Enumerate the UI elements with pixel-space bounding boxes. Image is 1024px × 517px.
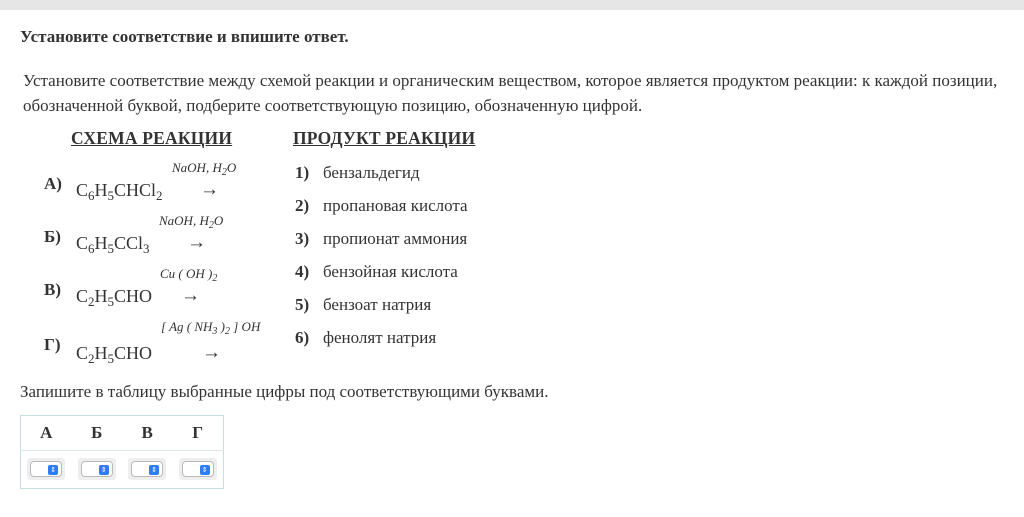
task-heading: Установите соответствие и впишите ответ.: [20, 27, 349, 46]
select-box: [30, 461, 62, 477]
stepper-updown-icon: ⇕: [200, 465, 210, 475]
column-header-product: ПРОДУКТ РЕАКЦИИ: [293, 128, 476, 148]
reaction-formula-b: $C_6H_5CCl_3$: [76, 233, 150, 256]
answer-select-g[interactable]: [179, 458, 217, 480]
answer-select-row: [21, 451, 224, 489]
stepper-updown-icon: ⇕: [149, 465, 159, 475]
answer-cell-b: [72, 451, 122, 489]
answer-header-v: В: [141, 423, 153, 442]
reaction-arrow-v: →: [181, 285, 200, 306]
product-text: фенолят натрия: [323, 328, 437, 347]
product-number: 1): [295, 163, 310, 182]
reaction-letter-b: Б): [44, 227, 61, 246]
answer-header-a: А: [40, 423, 53, 442]
answer-cell-v: [122, 451, 172, 489]
product-number: 3): [295, 229, 310, 248]
answer-select-a[interactable]: [27, 458, 65, 480]
product-text: бензойная кислота: [323, 262, 458, 281]
answer-header-b: Б: [91, 423, 103, 442]
question-text: Установите соответствие между схемой реакции и органическим веществом, которое является продуктом реакции: к каждой позиции, обозначенной буквой, подберите соответствующую позицию, обозначенную цифрой.: [23, 71, 998, 115]
answer-header-g: Г: [192, 423, 204, 442]
product-text: бензальдегид: [323, 163, 420, 182]
answer-select-b[interactable]: [78, 458, 116, 480]
reaction-formula-a: $C_6H_5CHCl_2$: [76, 180, 163, 203]
product-number: 6): [295, 328, 310, 347]
column-header-scheme: СХЕМА РЕАКЦИИ: [71, 128, 233, 148]
stepper-updown-icon: ⇕: [99, 465, 109, 475]
answer-header-row: [21, 416, 224, 451]
product-text: пропановая кислота: [323, 196, 468, 215]
reaction-arrow-b: →: [187, 232, 206, 253]
product-text: бензоат натрия: [323, 295, 432, 314]
instruction-text: Запишите в таблицу выбранные цифры под соответствующими буквами.: [20, 382, 549, 401]
reaction-condition-v: Cu ( OH )$_2$: [160, 266, 218, 284]
answer-cell-g: [172, 451, 223, 489]
product-number: 5): [295, 295, 310, 314]
reaction-letter-v: В): [44, 280, 61, 299]
product-number: 2): [295, 196, 310, 215]
stepper-updown-icon: ⇕: [48, 465, 58, 475]
reaction-letter-g: Г): [44, 335, 61, 354]
reaction-formula-v: $C_2H_5CHO$: [76, 286, 153, 309]
top-bar: [0, 0, 1024, 10]
reaction-letter-a: А): [44, 174, 62, 193]
reaction-formula-g: $C_2H_5CHO$: [76, 343, 153, 366]
reaction-arrow-g: →: [202, 342, 221, 363]
reaction-condition-a: NaOH, $H_2O$: [172, 160, 237, 178]
answer-table: [20, 415, 224, 489]
reaction-condition-g: [ Ag ( $NH_3$ )$_2$ ] OH: [161, 319, 261, 337]
select-box: [81, 461, 113, 477]
select-box: [182, 461, 214, 477]
reaction-arrow-a: →: [200, 179, 219, 200]
reaction-condition-b: NaOH, $H_2O$: [159, 213, 224, 231]
answer-select-v[interactable]: [128, 458, 166, 480]
answer-cell-a: [21, 451, 72, 489]
product-number: 4): [295, 262, 310, 281]
select-box: [131, 461, 163, 477]
product-text: пропионат аммония: [323, 229, 468, 248]
